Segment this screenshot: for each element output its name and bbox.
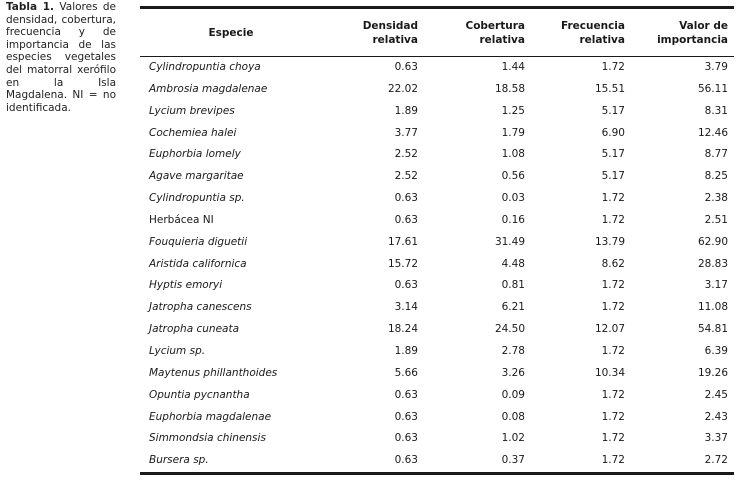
table-header (140, 9, 734, 56)
cell-densidad: 18.24 (387, 323, 418, 336)
cell-cobertura: 2.78 (501, 344, 525, 357)
cell-cobertura: 1.08 (501, 148, 525, 161)
cell-cobertura: 1.44 (501, 61, 525, 73)
header-especie: Especie (208, 26, 254, 39)
cell-valor: 6.39 (704, 344, 728, 357)
table-row (140, 297, 734, 319)
cell-frecuencia: 15.51 (594, 82, 625, 95)
cell-frecuencia: 5.17 (601, 148, 625, 161)
cell-especie: Euphorbia lomely (149, 148, 241, 161)
cell-cobertura: 0.81 (501, 279, 525, 292)
cell-densidad: 3.14 (394, 301, 418, 314)
cell-cobertura: 0.56 (501, 170, 525, 183)
cell-cobertura: 0.03 (501, 192, 525, 205)
cell-especie: Euphorbia magdalenae (149, 410, 272, 423)
table-row (140, 385, 734, 407)
cell-valor: 11.08 (697, 301, 728, 314)
cell-frecuencia: 1.72 (601, 388, 625, 401)
cell-densidad: 15.72 (387, 257, 418, 270)
cell-frecuencia: 5.17 (601, 104, 625, 117)
cell-cobertura: 0.09 (501, 388, 525, 401)
cell-valor: 54.81 (697, 323, 728, 336)
cell-especie: Lycium brevipes (149, 104, 235, 117)
cell-cobertura: 1.02 (501, 432, 525, 445)
cell-valor: 8.31 (704, 104, 728, 117)
cell-especie: Maytenus phillanthoides (149, 366, 278, 379)
cell-especie: Opuntia pycnantha (149, 388, 250, 401)
table-row (140, 57, 734, 79)
table-row (140, 101, 734, 123)
cell-valor: 62.90 (697, 235, 728, 248)
cell-cobertura: 18.58 (494, 82, 525, 95)
caption-label: Tabla 1. (6, 1, 55, 13)
cell-densidad: 0.63 (394, 61, 418, 73)
cell-especie: Bursera sp. (149, 454, 209, 467)
cell-frecuencia: 1.72 (601, 61, 625, 73)
cell-especie: Lycium sp. (149, 344, 206, 357)
species-table-body (140, 57, 734, 472)
caption-text: Valores de densidad, cobertura, frecuencia y de importancia de las especies vegetales del matorral xerófilo en la Isla Magdalena. NI = no identificada. (6, 1, 117, 114)
cell-densidad: 17.61 (387, 235, 418, 248)
cell-frecuencia: 1.72 (601, 279, 625, 292)
cell-densidad: 0.63 (394, 454, 418, 467)
species-table (140, 9, 734, 56)
cell-valor: 2.38 (704, 192, 728, 205)
cell-frecuencia: 1.72 (601, 213, 625, 226)
cell-cobertura: 0.08 (501, 410, 525, 423)
cell-especie: Simmondsia chinensis (149, 432, 266, 445)
cell-valor: 8.25 (704, 170, 728, 183)
cell-especie: Herbácea NI (149, 213, 214, 226)
cell-densidad: 0.63 (394, 279, 418, 292)
cell-frecuencia: 8.62 (601, 257, 625, 270)
cell-cobertura: 3.26 (501, 366, 525, 379)
cell-cobertura: 0.16 (501, 213, 525, 226)
cell-frecuencia: 1.72 (601, 344, 625, 357)
cell-valor: 3.17 (704, 279, 728, 292)
cell-frecuencia: 1.72 (601, 410, 625, 423)
cell-densidad: 2.52 (394, 148, 418, 161)
cell-frecuencia: 1.72 (601, 192, 625, 205)
cell-densidad: 0.63 (394, 388, 418, 401)
cell-valor: 2.51 (704, 213, 728, 226)
cell-frecuencia: 5.17 (601, 170, 625, 183)
cell-cobertura: 24.50 (494, 323, 525, 336)
table-row (140, 407, 734, 429)
cell-valor: 19.26 (697, 366, 728, 379)
table-row (140, 232, 734, 254)
table-row (140, 210, 734, 232)
cell-cobertura: 1.25 (501, 104, 525, 117)
table-caption (6, 1, 116, 114)
cell-especie: Aristida californica (149, 257, 247, 270)
cell-valor: 3.37 (704, 432, 728, 445)
cell-valor: 2.45 (704, 388, 728, 401)
cell-densidad: 22.02 (387, 82, 418, 95)
table-row (140, 363, 734, 385)
cell-densidad: 0.63 (394, 213, 418, 226)
cell-valor: 3.79 (704, 61, 728, 73)
table-body (140, 57, 734, 472)
cell-densidad: 3.77 (394, 126, 418, 139)
cell-cobertura: 0.37 (501, 454, 525, 467)
cell-especie: Hyptis emoryi (149, 279, 223, 292)
header-valor: Valor de importancia (657, 19, 728, 46)
cell-cobertura: 1.79 (501, 126, 525, 139)
table-row (140, 275, 734, 297)
cell-especie: Ambrosia magdalenae (149, 82, 268, 95)
table-row (140, 79, 734, 101)
header-frecuencia: Frecuencia relativa (560, 19, 625, 46)
cell-especie: Cylindropuntia sp. (149, 192, 245, 205)
cell-especie: Cochemiea halei (149, 126, 237, 139)
species-table-container (140, 6, 734, 475)
header-cobertura: Cobertura relativa (465, 19, 525, 46)
cell-densidad: 0.63 (394, 192, 418, 205)
cell-especie: Agave margaritae (149, 170, 244, 183)
cell-valor: 56.11 (697, 82, 728, 95)
cell-valor: 28.83 (697, 257, 728, 270)
cell-especie: Jatropha cuneata (149, 323, 240, 336)
cell-densidad: 2.52 (394, 170, 418, 183)
table-row (140, 144, 734, 166)
table-row (140, 341, 734, 363)
cell-frecuencia: 10.34 (594, 366, 625, 379)
cell-cobertura: 31.49 (494, 235, 525, 248)
header-row (140, 9, 734, 56)
table-bottom-rule (140, 472, 734, 475)
cell-frecuencia: 13.79 (594, 235, 625, 248)
table-row (140, 319, 734, 341)
cell-especie: Cylindropuntia choya (149, 61, 261, 73)
table-row (140, 450, 734, 472)
cell-especie: Jatropha canescens (149, 301, 252, 314)
cell-densidad: 1.89 (394, 104, 418, 117)
table-row (140, 123, 734, 145)
cell-valor: 2.43 (704, 410, 728, 423)
cell-densidad: 0.63 (394, 432, 418, 445)
cell-densidad: 1.89 (394, 344, 418, 357)
cell-frecuencia: 1.72 (601, 301, 625, 314)
cell-frecuencia: 12.07 (594, 323, 625, 336)
table-row (140, 254, 734, 276)
cell-valor: 12.46 (697, 126, 728, 139)
table-row (140, 188, 734, 210)
cell-especie: Fouquieria diguetii (149, 235, 248, 248)
header-densidad: Densidad relativa (362, 19, 418, 46)
table-row (140, 428, 734, 450)
cell-cobertura: 6.21 (501, 301, 525, 314)
cell-valor: 8.77 (704, 148, 728, 161)
cell-frecuencia: 1.72 (601, 432, 625, 445)
cell-frecuencia: 1.72 (601, 454, 625, 467)
cell-densidad: 0.63 (394, 410, 418, 423)
cell-densidad: 5.66 (394, 366, 418, 379)
cell-frecuencia: 6.90 (601, 126, 625, 139)
table-row (140, 166, 734, 188)
cell-valor: 2.72 (704, 454, 728, 467)
cell-cobertura: 4.48 (501, 257, 525, 270)
